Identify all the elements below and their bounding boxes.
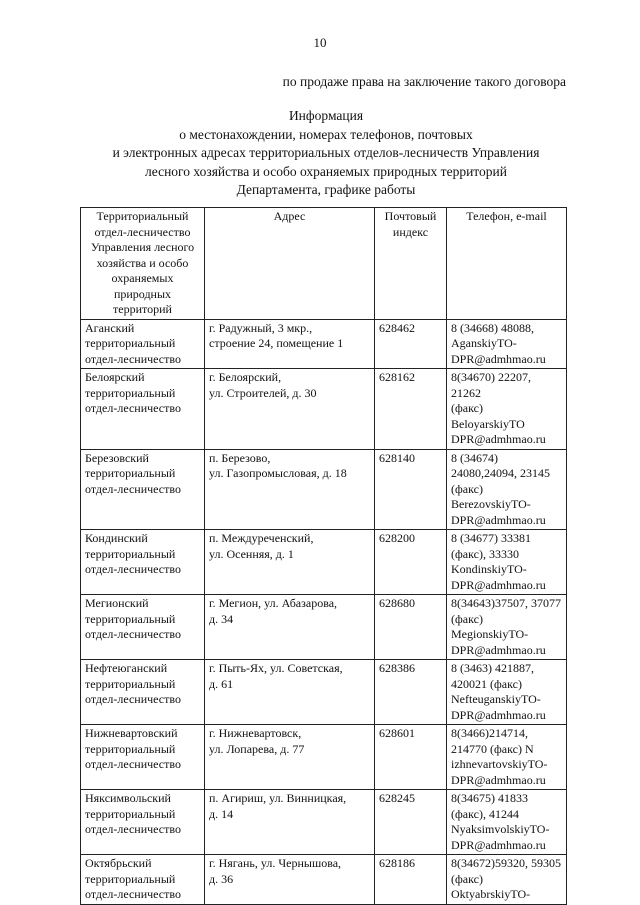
office-postal-index: 628140	[375, 449, 447, 530]
page-number: 10	[313, 35, 327, 50]
office-address: г. Пыть-Ях, ул. Советская, д. 61	[205, 660, 375, 725]
office-postal-index: 628245	[375, 790, 447, 855]
header-contact: Телефон, e-mail	[447, 208, 567, 320]
office-contact: 8(34675) 41833 (факс), 41244 NyaksimvolskiyTO- DPR@admhmao.ru	[447, 790, 567, 855]
table-row	[81, 790, 567, 855]
title-line: Информация	[288, 108, 364, 123]
office-name: Аганский территориальный отдел-лесничество	[81, 319, 205, 369]
table-row	[81, 595, 567, 660]
office-postal-index: 628680	[375, 595, 447, 660]
office-address: г. Нягань, ул. Чернышова, д. 36	[205, 855, 375, 905]
subheading: по продаже права на заключение такого договора	[282, 74, 566, 89]
forestry-offices-table	[80, 207, 567, 905]
office-address: п. Агириш, ул. Винницкая, д. 14	[205, 790, 375, 855]
office-postal-index: 628601	[375, 725, 447, 790]
title-line: Департамента, графике работы	[236, 182, 416, 197]
title-line: и электронных адресах территориальных отделов-лесничеств Управления	[112, 145, 540, 160]
title-line: лесного хозяйства и особо охраняемых природных территорий	[145, 163, 507, 179]
table-row	[81, 449, 567, 530]
office-contact: 8 (34677) 33381 (факс), 33330 KondinskiyTO- DPR@admhmao.ru	[447, 530, 567, 595]
office-contact: 8 (3463) 421887, 420021 (факс) NefteuganskiyTO- DPR@admhmao.ru	[447, 660, 567, 725]
office-name: Нижневартовский территориальный отдел-лесничество	[81, 725, 205, 790]
office-contact: 8 (34668) 48088, AganskiyTO- DPR@admhmao.ru	[447, 319, 567, 369]
table-row	[81, 530, 567, 595]
header-address: Адрес	[205, 208, 375, 320]
office-address: г. Нижневартовск, ул. Лопарева, д. 77	[205, 725, 375, 790]
document-title	[70, 107, 582, 200]
table-header-row	[81, 208, 567, 320]
office-postal-index: 628200	[375, 530, 447, 595]
office-postal-index: 628386	[375, 660, 447, 725]
table-row	[81, 319, 567, 369]
header-office: Территориальный отдел-лесничество Управления лесного хозяйства и особо охраняемых природных территорий	[81, 208, 205, 320]
table-row	[81, 660, 567, 725]
header-postal-index: Почтовый индекс	[375, 208, 447, 320]
office-address: г. Мегион, ул. Абазарова, д. 34	[205, 595, 375, 660]
office-address: п. Березово, ул. Газопромысловая, д. 18	[205, 449, 375, 530]
office-postal-index: 628186	[375, 855, 447, 905]
office-contact: 8(34643)37507, 37077 (факс) MegionskiyTO- DPR@admhmao.ru	[447, 595, 567, 660]
title-line: о местонахождении, номерах телефонов, почтовых	[179, 126, 473, 142]
table-row	[81, 369, 567, 450]
office-name: Няксимвольский территориальный отдел-лесничество	[81, 790, 205, 855]
office-address: г. Радужный, 3 мкр., строение 24, помещение 1	[205, 319, 375, 369]
office-contact: 8(3466)214714, 214770 (факс) N izhnevartovskiyTO- DPR@admhmao.ru	[447, 725, 567, 790]
office-postal-index: 628162	[375, 369, 447, 450]
office-postal-index: 628462	[375, 319, 447, 369]
table-row	[81, 855, 567, 905]
office-contact: 8(34672)59320, 59305 (факс) OktyabrskiyTO-	[447, 855, 567, 905]
office-name: Нефтеюганский территориальный отдел-лесничество	[81, 660, 205, 725]
office-contact: 8(34670) 22207, 21262 (факс) BeloyarskiyTO DPR@admhmao.ru	[447, 369, 567, 450]
office-name: Октябрьский территориальный отдел-лесничество	[81, 855, 205, 905]
office-address: п. Междуреченский, ул. Осенняя, д. 1	[205, 530, 375, 595]
table-row	[81, 725, 567, 790]
office-name: Мегионский территориальный отдел-лесничество	[81, 595, 205, 660]
office-name: Березовский территориальный отдел-лесничество	[81, 449, 205, 530]
office-address: г. Белоярский, ул. Строителей, д. 30	[205, 369, 375, 450]
office-name: Белоярский территориальный отдел-лесничество	[81, 369, 205, 450]
office-contact: 8 (34674) 24080,24094, 23145 (факс) BerezovskiyTO- DPR@admhmao.ru	[447, 449, 567, 530]
office-name: Кондинский территориальный отдел-лесничество	[81, 530, 205, 595]
